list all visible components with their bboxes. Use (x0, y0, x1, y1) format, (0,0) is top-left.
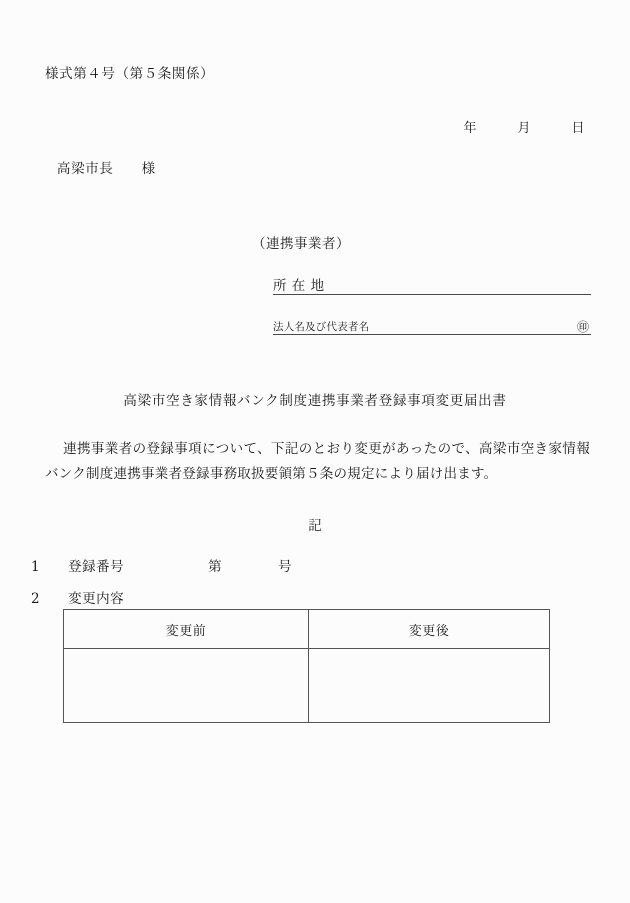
change-table (63, 609, 550, 723)
addressee: 高梁市長 様 (57, 161, 156, 177)
table-cell-before-value[interactable] (64, 649, 309, 723)
body-line-1: 連携事業者の登録事項について、下記のとおり変更があったので、高梁市空き家情報バンク (45, 441, 590, 482)
list-item-change-details: 2 変更内容 (31, 591, 125, 607)
table-header-before: 変更前 (64, 610, 309, 649)
table-cell-after-value[interactable] (309, 649, 550, 723)
table-row (64, 649, 550, 723)
signature-block (252, 232, 589, 335)
table-header-row (64, 610, 550, 649)
company-name-field-label: 法人名及び代表者名 (273, 321, 370, 334)
company-name-field-row[interactable] (273, 315, 591, 335)
form-number: 様式第４号（第５条関係） (45, 66, 215, 82)
list-item-registration-number: 1 登録番号 第 号 (31, 559, 293, 575)
ki-marker: 記 (308, 518, 322, 534)
table-header-after: 変更後 (309, 610, 550, 649)
page-title: 高梁市空き家情報バンク制度連携事業者登録事項変更届出書 (123, 393, 507, 409)
date-line: 年 月 日 (463, 121, 585, 136)
signature-kind-label: （連携事業者） (252, 236, 350, 252)
seal-icon: ㊞ (576, 320, 589, 334)
address-field-label: 所 在 地 (273, 278, 325, 295)
body-paragraph (45, 437, 590, 487)
address-field-row[interactable] (273, 273, 591, 295)
body-line-2: 制度連携事業者登録事務取扱要領第５条の規定により届け出ます。 (85, 466, 498, 482)
